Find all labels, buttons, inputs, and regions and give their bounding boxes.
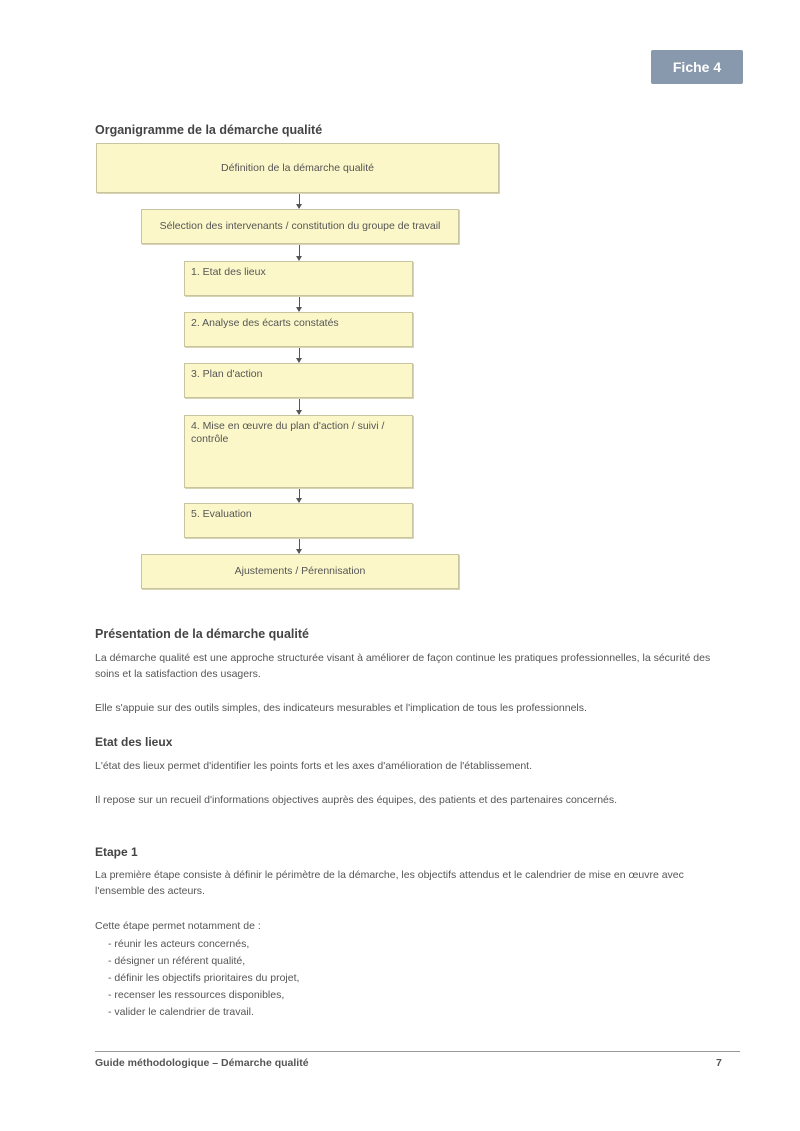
flow-arrow (299, 194, 300, 208)
flow-arrow (299, 245, 300, 260)
presentation-paragraph: Elle s'appuie sur des outils simples, des indicateurs mesurables et l'implication de tous les professionnels. (95, 702, 587, 714)
flow-step-ajustements (141, 554, 459, 589)
flow-step-mise-en-oeuvre (184, 415, 413, 488)
flow-step-label: 2. Analyse des écarts constatés (191, 317, 339, 329)
flow-step-definition (96, 143, 499, 193)
presentation-heading: Présentation de la démarche qualité (95, 627, 309, 641)
flow-step-etat-des-lieux (184, 261, 413, 296)
etat-paragraph: Il repose sur un recueil d'informations objectives auprès des équipes, des patients et des partenaires concernés. (95, 794, 618, 806)
list-item: - désigner un référent qualité, (108, 953, 299, 970)
list-item: - réunir les acteurs concernés, (108, 936, 299, 953)
flow-step-label: Ajustements / Pérennisation (234, 565, 366, 577)
etape-heading: Etape 1 (95, 845, 138, 859)
page-number: 7 (716, 1057, 722, 1069)
list-item: - recenser les ressources disponibles, (108, 987, 299, 1004)
flow-step-label: 4. Mise en œuvre du plan d'action / suivi / contrôle (191, 420, 385, 445)
flow-step-label: Définition de la démarche qualité (221, 161, 374, 174)
flow-arrow (299, 399, 300, 414)
flow-step-selection (141, 209, 459, 244)
etat-paragraph: L'état des lieux permet d'identifier les points forts et les axes d'amélioration de l'établissement. (95, 760, 532, 772)
footer-text: Guide méthodologique – Démarche qualité (95, 1057, 309, 1069)
flow-arrow (299, 489, 300, 502)
flow-step-analyse (184, 312, 413, 347)
presentation-paragraph: La démarche qualité est une approche structurée visant à améliorer de façon continue les pratiques professionnelles, la sécurité des soins et la satisfaction des usagers. (95, 652, 711, 680)
flowchart-title: Organigramme de la démarche qualité (95, 123, 323, 137)
flow-step-label: 5. Evaluation (191, 508, 252, 520)
flow-arrow (299, 297, 300, 311)
footer-divider (95, 1051, 740, 1052)
etape-paragraph: La première étape consiste à définir le périmètre de la démarche, les objectifs attendus et le calendrier de mise en œuvre avec l'ensemble des acteurs. (95, 869, 684, 897)
flow-step-label: Sélection des intervenants / constitution du groupe de travail (159, 220, 441, 232)
etape-bullet-list (108, 936, 299, 1021)
list-item: - définir les objectifs prioritaires du projet, (108, 970, 299, 987)
flow-step-evaluation (184, 503, 413, 538)
etat-des-lieux-heading: Etat des lieux (95, 735, 173, 749)
list-item: - valider le calendrier de travail. (108, 1004, 299, 1021)
flow-step-label: 3. Plan d'action (191, 368, 263, 380)
flow-step-label: 1. Etat des lieux (191, 266, 266, 278)
fiche-badge: Fiche 4 (651, 50, 743, 84)
flow-arrow (299, 539, 300, 553)
flow-step-plan-action (184, 363, 413, 398)
etape-paragraph: Cette étape permet notamment de : (95, 920, 261, 932)
flow-arrow (299, 348, 300, 362)
